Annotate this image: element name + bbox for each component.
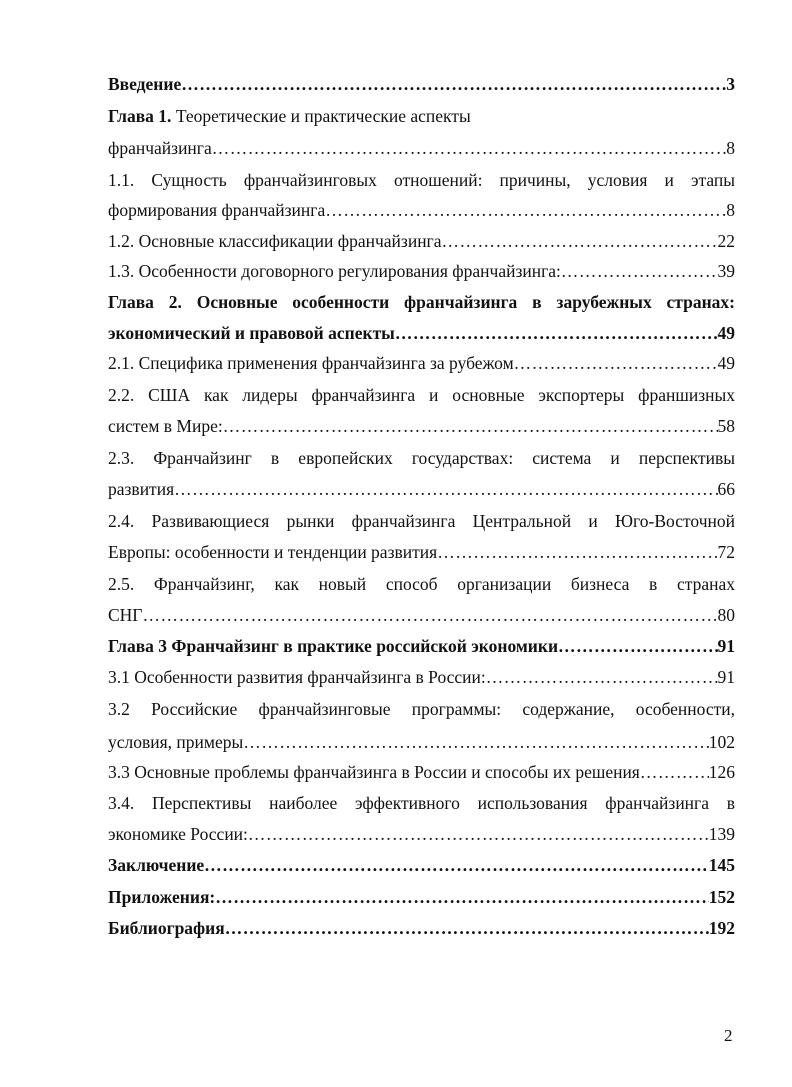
page-number: 2 bbox=[724, 1026, 733, 1045]
toc-entry: 1.3. Особенности договорного регулирования франчайзинга: ………………………………………………………………………………………………………………………………………………………………………… 39 bbox=[108, 256, 735, 286]
toc-entry: Глава 1. Теоретические и практические аспекты bbox=[108, 106, 471, 126]
toc-entry: Глава 2. Основные особенности франчайзинга в зарубежных странах: bbox=[108, 292, 735, 312]
toc-entry: 3.4. Перспективы наиболее эффективного использования франчайзинга в bbox=[108, 793, 735, 813]
toc-entry: условия, примеры ………………………………………………………………………………………………………………………………………………………………………… 102 bbox=[108, 727, 735, 757]
toc-entry: Приложения: ………………………………………………………………………………………………………………………………………………………………………… 152 bbox=[108, 882, 735, 912]
toc-entry: 2.1. Специфика применения франчайзинга за рубежом ………………………………………………………………………………………………………………………………………………………………………… 49 bbox=[108, 348, 735, 378]
toc-entry: 2.2. США как лидеры франчайзинга и основные экспортеры франшизных bbox=[108, 385, 735, 405]
toc-entry: 1.2. Основные классификации франчайзинга ………………………………………………………………………………………………………………………………………………………………………… 22 bbox=[108, 226, 735, 256]
toc-entry: Европы: особенности и тенденции развития ………………………………………………………………………………………………………………………………………………………………………… 72 bbox=[108, 537, 735, 567]
toc-entry: 3.3 Основные проблемы франчайзинга в России и способы их решения ………………………………………………………………………………………………………………………………………………………………………… 126 bbox=[108, 757, 735, 787]
toc-entry: Введение ………………………………………………………………………………………………………………………………………………………………………… 3 bbox=[108, 69, 735, 99]
toc-entry: систем в Мире: ………………………………………………………………………………………………………………………………………………………………………… 58 bbox=[108, 411, 735, 441]
toc-entry: 2.5. Франчайзинг, как новый способ организации бизнеса в странах bbox=[108, 574, 735, 594]
toc-entry: 3.2 Российские франчайзинговые программы: содержание, особенности, bbox=[108, 699, 735, 719]
toc-entry: франчайзинга ………………………………………………………………………………………………………………………………………………………………………… 8 bbox=[108, 133, 735, 163]
toc-entry: формирования франчайзинга ………………………………………………………………………………………………………………………………………………………………………… 8 bbox=[108, 195, 735, 225]
toc-entry: 3.1 Особенности развития франчайзинга в России: ………………………………………………………………………………………………………………………………………………………………………… 91 bbox=[108, 662, 735, 692]
toc-entry: развития ………………………………………………………………………………………………………………………………………………………………………… 66 bbox=[108, 474, 735, 504]
toc-entry: 1.1. Сущность франчайзинговых отношений: причины, условия и этапы bbox=[108, 170, 735, 190]
toc-entry: СНГ ………………………………………………………………………………………………………………………………………………………………………… 80 bbox=[108, 600, 735, 630]
toc-entry: Библиография ………………………………………………………………………………………………………………………………………………………………………… 192 bbox=[108, 913, 735, 943]
toc-entry: 2.3. Франчайзинг в европейских государствах: система и перспективы bbox=[108, 448, 735, 468]
toc-entry: экономике России: ………………………………………………………………………………………………………………………………………………………………………… 139 bbox=[108, 819, 735, 849]
toc-entry: 2.4. Развивающиеся рынки франчайзинга Центральной и Юго-Восточной bbox=[108, 511, 735, 531]
toc-entry: Заключение ………………………………………………………………………………………………………………………………………………………………………… 145 bbox=[108, 850, 735, 880]
toc-entry: Глава 3 Франчайзинг в практике российской экономики ………………………………………………………………………………………………………………………………………………………………………… 91 bbox=[108, 631, 735, 661]
toc-entry: экономический и правовой аспекты ………………………………………………………………………………………………………………………………………………………………………… 49 bbox=[108, 318, 735, 348]
